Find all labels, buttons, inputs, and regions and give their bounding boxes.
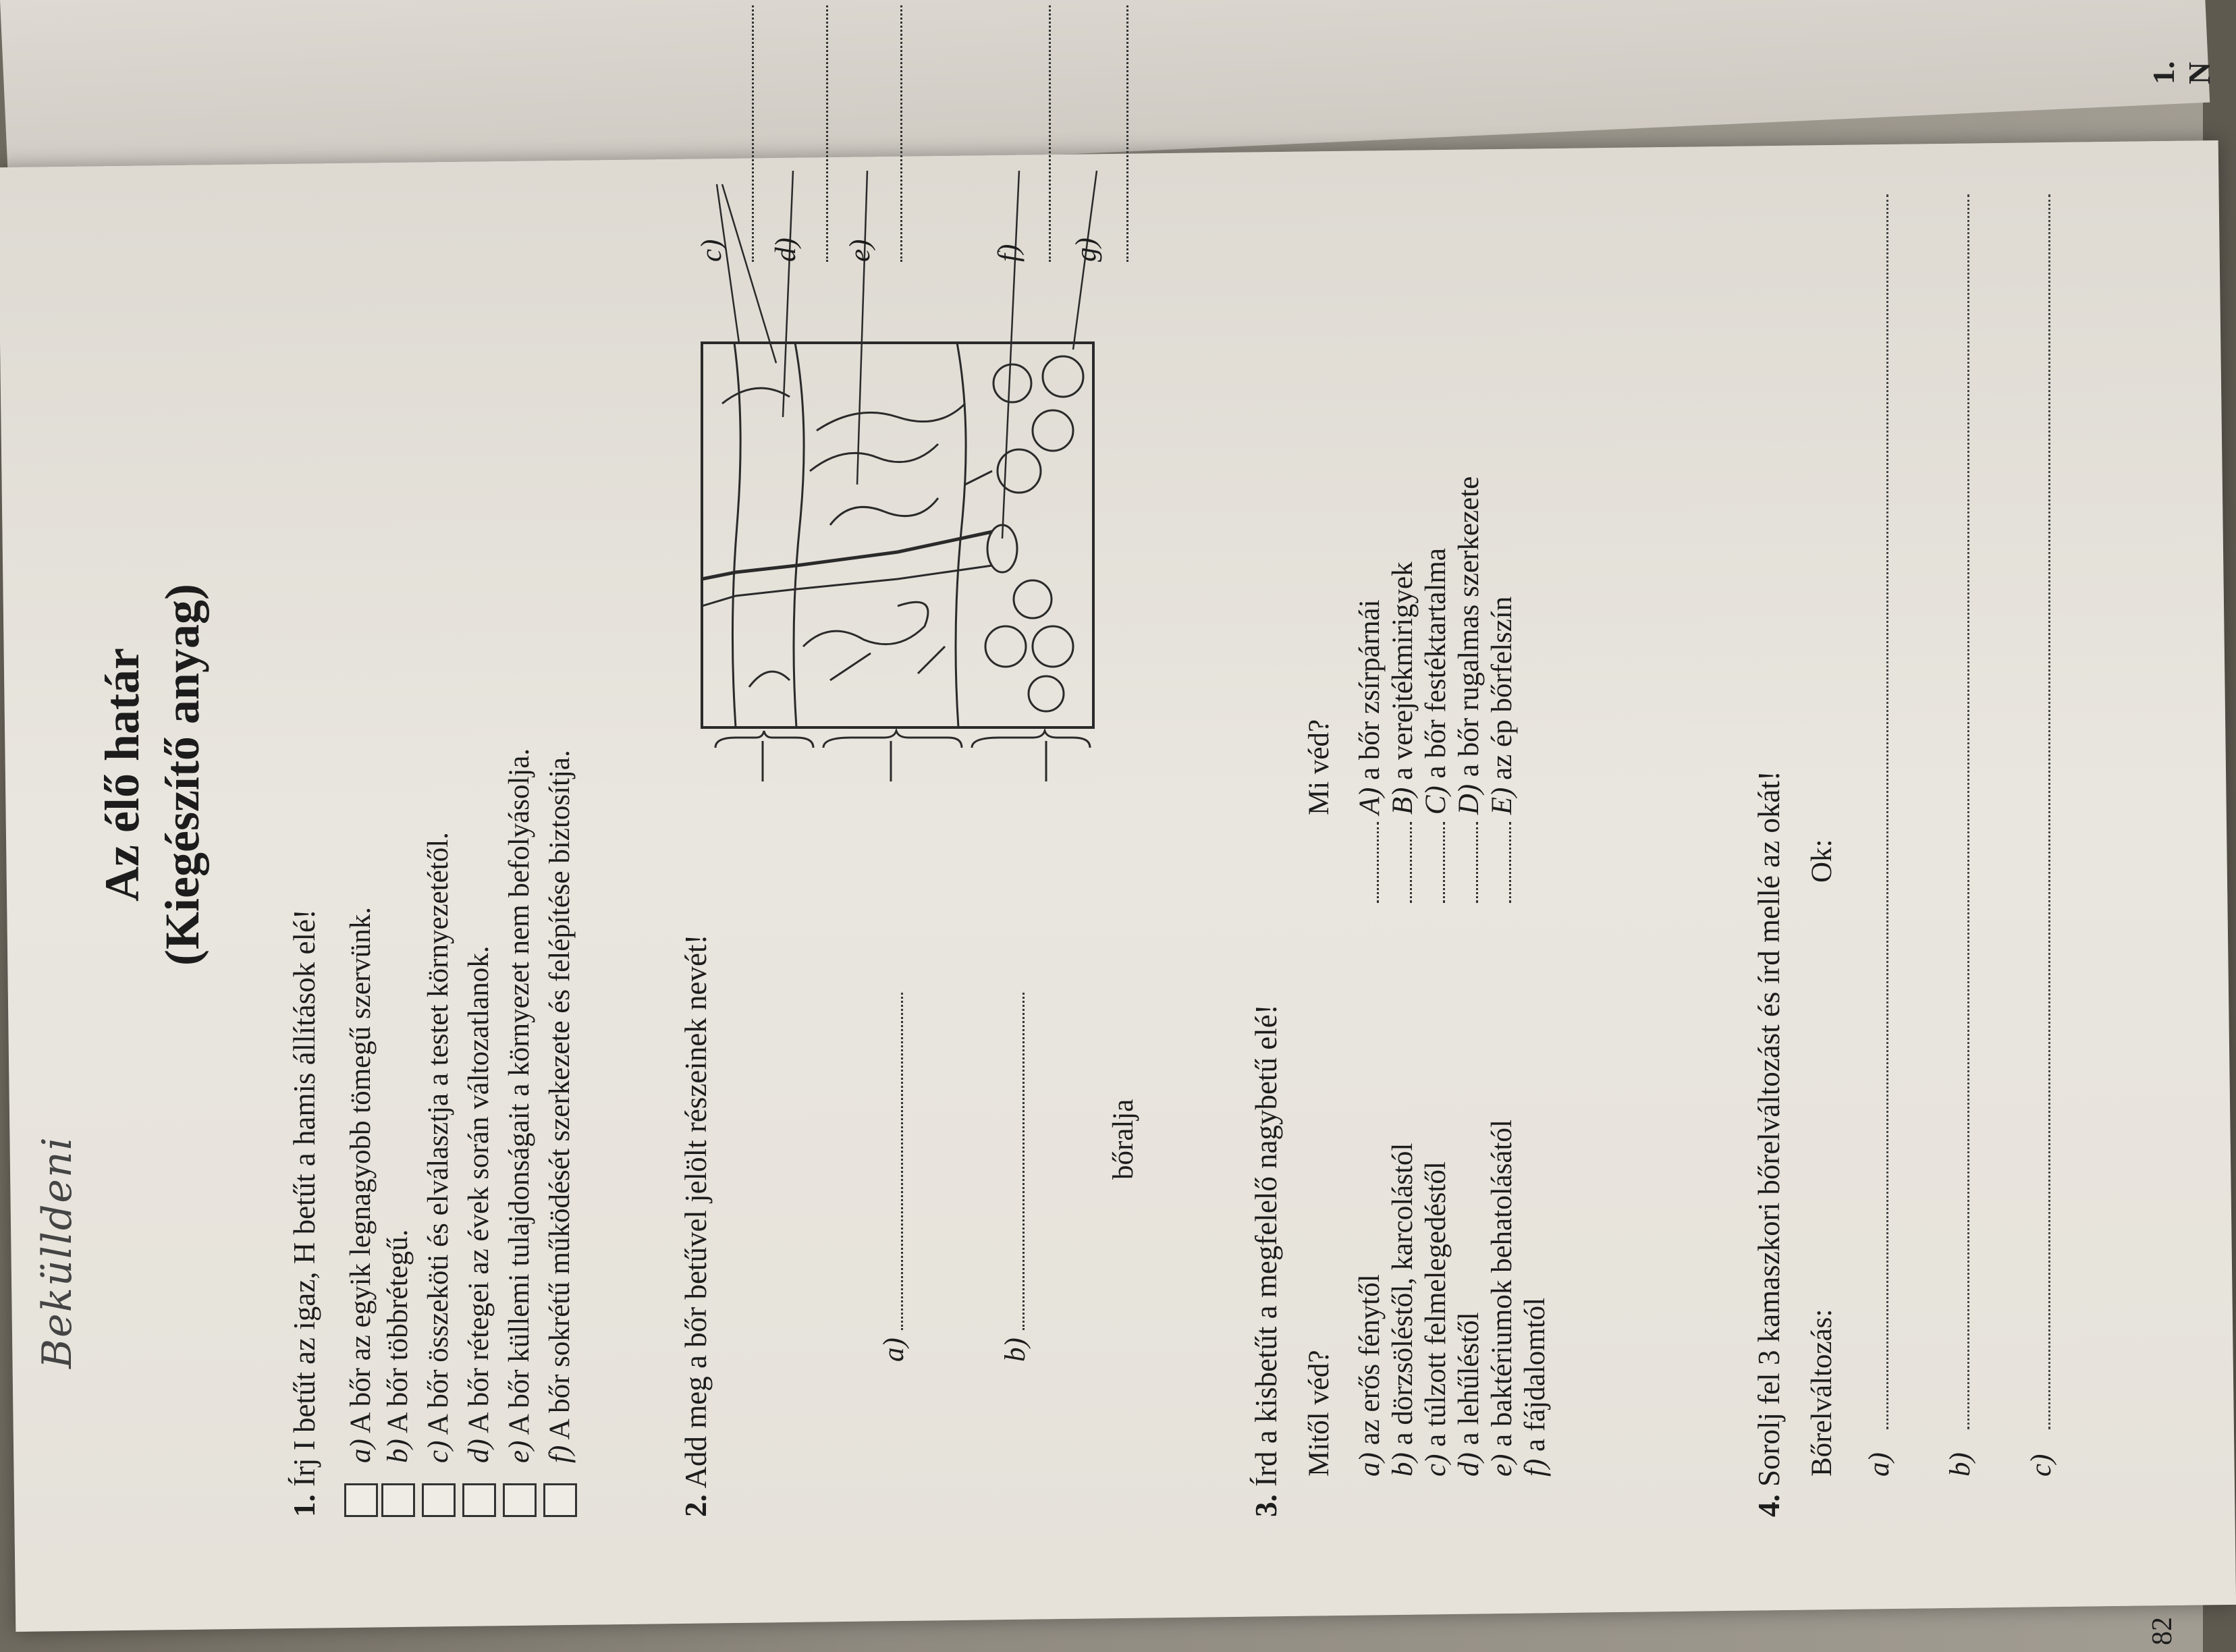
label-c-row — [695, 0, 761, 262]
task1-item-row: a) A bőr az egyik legnagyobb tömegű szervünk. — [345, 907, 377, 1463]
task3-left-item: b) a dörzsöléstől, karcolástól — [1387, 1142, 1419, 1477]
task1-item-row: f) A bőr sokrétű működését szerkezete és felépítése biztosítja. — [544, 750, 576, 1463]
task4-letter-c: c) — [2025, 1454, 2057, 1477]
task4-text: Sorolj fel 3 kamaszkori bőrelváltozást és írd mellé az okát! — [1752, 771, 1786, 1487]
page-title — [94, 471, 211, 1078]
match-answer-blank[interactable] — [1456, 822, 1478, 903]
task4-col2-header: Ok: — [1806, 839, 1838, 883]
task3-right-header: Mi véd? — [1303, 719, 1335, 815]
task4-letter-b: b) — [1944, 1452, 1976, 1477]
label-b-row — [999, 993, 1032, 1362]
task3-text: Írd a kisbetűt a megfelelő nagybetű elé! — [1249, 1004, 1283, 1487]
subcutis-label: bőralja — [1108, 1099, 1139, 1180]
task3-right-item: A) a bőr zsírpárnái — [1353, 161, 1386, 903]
answer-line-d[interactable] — [806, 5, 828, 262]
task1-item-row: c) A bőr összeköti és elválasztja a testet környezetétől. — [422, 832, 454, 1463]
task3-left-header: Mitől véd? — [1303, 1350, 1335, 1477]
task3-instruction — [1249, 1004, 1284, 1517]
title-line-1: Az élő határ — [95, 648, 149, 902]
label-f-row — [992, 0, 1058, 262]
label-b: b) — [1000, 1338, 1031, 1362]
task4-answer-line-c[interactable] — [2048, 194, 2050, 1429]
answer-line-c[interactable] — [732, 5, 754, 262]
task4-letter-a: a) — [1863, 1452, 1895, 1477]
next-page-q1: 1. N — [2146, 61, 2216, 84]
label-a: a) — [878, 1338, 910, 1362]
task2-text: Add meg a bőr betűvel jelölt részeinek nevét! — [679, 934, 713, 1489]
task2-instruction — [678, 935, 713, 1517]
task3-right-item: E) az ép bőrfelszín — [1485, 161, 1519, 903]
task4-answer-line-a[interactable] — [1886, 194, 1888, 1429]
answer-checkbox-a[interactable] — [344, 1483, 378, 1517]
match-answer-blank[interactable] — [1423, 822, 1445, 903]
label-g: g) — [1070, 238, 1102, 262]
handwritten-note: Bekülldeni — [34, 1136, 81, 1369]
answer-checkbox-e[interactable] — [503, 1483, 537, 1517]
label-a-row — [877, 993, 910, 1362]
task4-number: 4. — [1752, 1494, 1786, 1517]
label-g-row — [1070, 0, 1136, 262]
answer-line-g[interactable] — [1106, 5, 1128, 262]
task3-right-item: D) a bőr rugalmas szerkezete — [1452, 161, 1485, 903]
answer-line-b[interactable] — [1002, 993, 1025, 1330]
task3-right-item: B) a verejtékmirigyek — [1386, 161, 1419, 903]
answer-line-e[interactable] — [880, 5, 902, 262]
brace-b — [823, 731, 962, 748]
brace-subcutis — [972, 731, 1090, 748]
answer-checkbox-f[interactable] — [543, 1483, 577, 1517]
label-f: f) — [993, 244, 1025, 262]
answer-checkbox-b[interactable] — [381, 1483, 415, 1517]
answer-line-f[interactable] — [1029, 5, 1051, 262]
task1-text: Írj I betűt az igaz, H betűt a hamis állítások elé! — [288, 909, 321, 1487]
task4-answer-line-b[interactable] — [1967, 194, 1969, 1429]
task3-left-item: e) a baktériumok behatolásától — [1486, 1120, 1518, 1477]
label-c: c) — [696, 239, 728, 262]
answer-checkbox-c[interactable] — [422, 1483, 456, 1517]
task4-col1-header: Bőrelváltozás: — [1806, 1309, 1838, 1477]
task1-item-row: b) A bőr többrétegű. — [382, 1229, 414, 1463]
label-d-row — [769, 0, 836, 262]
task3-left-item: a) az erős fénytől — [1354, 1274, 1386, 1477]
task3-left-item: d) a lehűléstől — [1453, 1312, 1485, 1477]
page-number: 82 — [2147, 1617, 2178, 1645]
answer-line-a[interactable] — [881, 993, 903, 1330]
task3-number: 3. — [1249, 1494, 1283, 1517]
match-answer-blank[interactable] — [1489, 822, 1511, 903]
label-e: e) — [844, 239, 876, 262]
brace-a — [715, 731, 813, 748]
task3-left-item: f) a fájdalomtól — [1519, 1297, 1551, 1477]
task3-right-list — [1353, 161, 1519, 903]
task4-instruction — [1751, 771, 1787, 1517]
match-answer-blank[interactable] — [1357, 822, 1379, 903]
title-line-2: (Kiegészítő anyag) — [155, 584, 209, 966]
task3-right-item: C) a bőr festéktartalma — [1419, 161, 1452, 903]
task1-number: 1. — [288, 1494, 321, 1517]
label-e-row — [844, 0, 910, 262]
task3-left-item: c) a túlzott felmelegedéstől — [1420, 1161, 1452, 1477]
match-answer-blank[interactable] — [1390, 822, 1412, 903]
label-d: d) — [770, 238, 802, 262]
task1-item-row: d) A bőr rétegei az évek során változatlanok. — [463, 945, 495, 1463]
task1-instruction — [287, 909, 322, 1517]
answer-checkbox-d[interactable] — [462, 1483, 496, 1517]
task3-left-list — [1353, 869, 1552, 1477]
task1-item-row: e) A bőr küllemi tulajdonságait a környezet nem befolyásolja. — [503, 748, 535, 1463]
task2-number: 2. — [679, 1494, 713, 1517]
